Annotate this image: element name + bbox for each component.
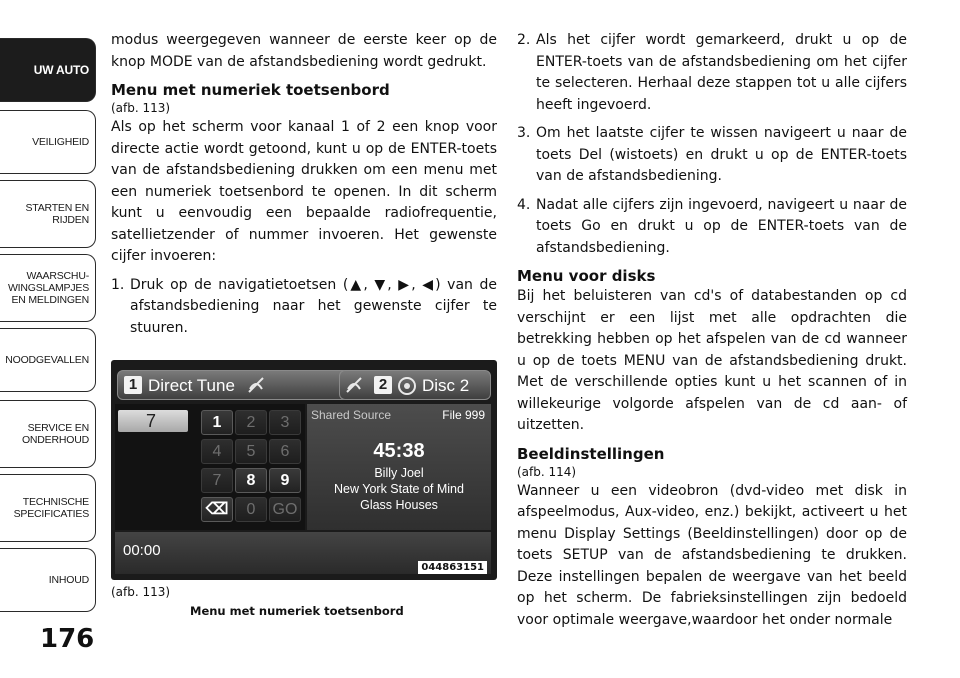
step-item (517, 30, 907, 116)
channel-badge: 2 (374, 376, 392, 394)
intro-paragraph: modus weergegeven wanneer de eerste keer op de knop MODE van de afstandsbediening wordt gedrukt. (111, 32, 497, 70)
track-time: 45:38 (373, 440, 425, 462)
disks-paragraph: Bij het beluisteren van cd's of databestanden op cd verschijnt er een lijst met alle opdrachten die betrekking hebben op het afspelen van de cd wanneer u op de toets MENU van de afstandsbediening drukt. Met de verschillende opties kunt u het scannen of in willekeurige volgorde afspelen van de cd aan- of uitzetten. (517, 288, 907, 433)
step-text: Nadat alle cijfers zijn ingevoerd, navigeert u naar de toets Go en drukt u op de ENTER-toets van de afstandsbediening. (536, 196, 907, 256)
numeric-keypad (115, 404, 305, 530)
channel-2-header (339, 370, 491, 400)
tab-starten-en-rijden[interactable]: STARTEN EN RIJDEN (0, 180, 96, 248)
step-number: 4. (517, 196, 531, 213)
key-5[interactable]: 5 (235, 439, 267, 464)
step-text: Als het cijfer wordt gemarkeerd, drukt u op de ENTER-toets van de afstandsbediening om het cijfer te selecteren. Herhaal deze stappen tot u alle cijfers heeft ingevoerd. (536, 32, 907, 113)
section-heading-disks-menu: Menu voor disks (517, 267, 656, 285)
step-item (111, 275, 497, 340)
key-6[interactable]: 6 (269, 439, 301, 464)
section-heading-image-settings: Beeldinstellingen (517, 444, 665, 463)
figure-reference: (afb. 114) (517, 464, 577, 479)
figure-reference: (afb. 113) (111, 101, 171, 115)
step-number: 1. (111, 276, 125, 293)
right-column (517, 30, 907, 638)
section-heading-numeric-keypad: Menu met numeriek toetsenbord (111, 81, 390, 99)
entry-field[interactable]: 7 (118, 410, 188, 432)
direct-tune-screen-figure (111, 360, 497, 580)
key-2[interactable]: 2 (235, 410, 267, 435)
now-playing-panel (307, 404, 491, 530)
channel-badge: 1 (124, 376, 142, 394)
tab-service-en-onderhoud[interactable]: SERVICE EN ONDERHOUD (0, 400, 96, 468)
page-number: 176 (40, 624, 95, 654)
step-text: Druk op de navigatietoetsen (▲, ▼, ▶, ◀) van de afstandsbediening naar het gewenste cijfer te stuuren. (130, 276, 497, 336)
key-8[interactable]: 8 (235, 468, 267, 493)
keypad-paragraph: Als op het scherm voor kanaal 1 of 2 een knop voor directe actie wordt getoond, kunt u op de ENTER-toets van de afstandsbediening drukken om een menu met een numeriek toetsenbord te openen. In dit scherm kunt u eenvoudig een bepaalde radiofrequentie, satellietzender of nummer invoeren. Het gewenste cijfer invoeren: (111, 119, 497, 264)
tab-veiligheid[interactable]: VEILIGHEID (0, 110, 96, 174)
tab-uw-auto[interactable]: UW AUTO (0, 38, 96, 102)
step-number: 3. (517, 125, 531, 141)
album-name: New York State of Mind (334, 482, 464, 496)
figure-code: 044863151 (418, 561, 487, 574)
tab-noodgevallen[interactable]: NOODGEVALLEN (0, 328, 96, 392)
step-item (517, 195, 907, 260)
figure-caption-ref: (afb. 113) (111, 585, 171, 599)
channel-1-header (117, 370, 349, 400)
backspace-key[interactable]: ⌫ (201, 497, 233, 522)
left-column (111, 30, 497, 346)
key-7[interactable]: 7 (201, 468, 233, 493)
channel-title: Direct Tune (148, 376, 235, 395)
artist-name: Billy Joel (374, 466, 424, 480)
image-settings-paragraph: Wanneer u een videobron (dvd-video met disk in afspeelmodus, Aux-video, enz.) bekijkt, activeert u het menu Display Settings (Beeldinstellingen) door op de toets SETUP van de afstandsbediening te drukken. Deze instellingen bepalen de weergave van het beeld op het scherm. De fabrieksinstellingen zijn bedoeld voor optimale weergave,waardoor het onder normale (517, 482, 907, 628)
key-0[interactable]: 0 (235, 497, 267, 522)
channel-title: Disc 2 (422, 376, 470, 395)
go-key[interactable]: GO (269, 497, 301, 522)
step-text: Om het laatste cijfer te wissen navigeert u naar de toets Del (wistoets) en drukt u op de ENTER-toets van de afstandsbediening. (536, 125, 907, 184)
step-number: 2. (517, 32, 531, 48)
disc-icon (398, 377, 416, 395)
elapsed-time: 00:00 (123, 542, 161, 559)
no-signal-icon (246, 375, 266, 395)
key-1[interactable]: 1 (201, 410, 233, 435)
no-signal-icon (344, 375, 364, 395)
file-label: File 999 (442, 408, 485, 422)
step-item (517, 123, 907, 188)
tab-technische-specificaties[interactable]: TECHNISCHE SPECIFICATIES (0, 474, 96, 542)
key-4[interactable]: 4 (201, 439, 233, 464)
chapter-sidebar (0, 0, 100, 678)
track-name: Glass Houses (360, 498, 438, 512)
key-9[interactable]: 9 (269, 468, 301, 493)
tab-waarschuwingslampjes[interactable]: WAARSCHU- WINGSLAMPJES EN MELDINGEN (0, 254, 96, 322)
tab-inhoud[interactable]: INHOUD (0, 548, 96, 612)
key-3[interactable]: 3 (269, 410, 301, 435)
source-label: Shared Source (311, 408, 392, 422)
figure-caption: Menu met numeriek toetsenbord (190, 604, 404, 618)
